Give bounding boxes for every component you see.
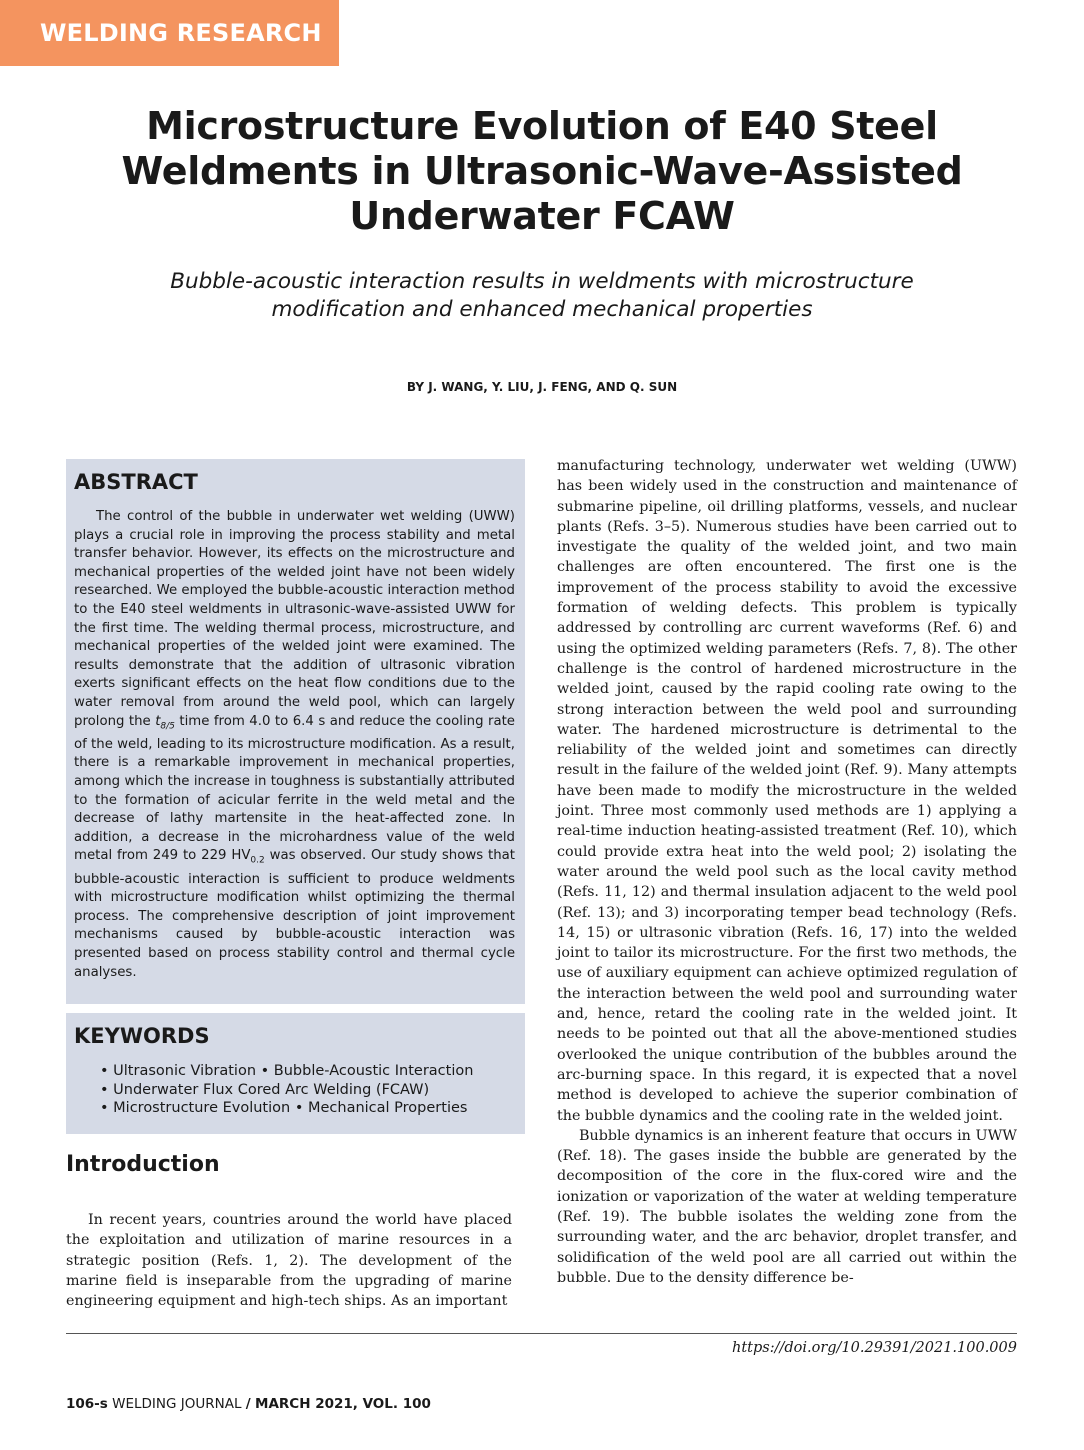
doi-link[interactable]: https://doi.org/10.29391/2021.100.009 — [731, 1340, 1017, 1356]
article-subtitle — [80, 268, 1004, 324]
author-byline: BY J. WANG, Y. LIU, J. FENG, AND Q. SUN — [406, 380, 678, 394]
t-subscript: 8/5 — [160, 721, 175, 732]
subtitle-line-1: Bubble-acoustic interaction results in weldments with microstructure — [170, 269, 914, 294]
keywords-list — [74, 1062, 515, 1118]
footer-divider — [66, 1333, 1017, 1334]
introduction-paragraph: In recent years, countries around the world have placed the exploitation and utilization of marine resources in a strategic position (Refs. 1, 2). The development of the marine field is inseparable from the upgrading of marine engineering equipment and high-tech ships. As an important — [66, 1212, 512, 1310]
folio-separator: / — [245, 1396, 251, 1412]
abstract-box — [66, 459, 525, 1004]
abstract-text-part-3: was observed. Our study shows that bubble-acoustic interaction is sufficient to produce weldments with microstructure modification whilst optimizing the thermal process. The comprehensive description of joint improvement mechanisms caused by bubble-acoustic interaction was presented based on process stability control and thermal cycle analyses. — [74, 848, 515, 980]
body-paragraph: manufacturing technology, underwater wet welding (UWW) has been widely used in the construction and maintenance of submarine pipeline, oil drilling platforms, vessels, and nuclear plants (Refs. 3–5). Numerous studies have been carried out to investigate the quality of the welded joint, and two main challenges are often encountered. The first one is the improvement of the process stability to avoid the excessive formation of welding defects. This problem is typically addressed by controlling arc current waveforms (Ref. 6) and using the optimized welding parameters (Refs. 7, 8). The other challenge is the control of hardened microstructure in the welded joint, caused by the rapid cooling rate owing to the strong interaction between the weld pool and surrounding water. The hardened microstructure is detrimental to the reliability of the welded joint and sometimes can directly result in the failure of the welded joint (Ref. 9). Many attempts have been made to modify the microstructure in the welded joint. Three most commonly used methods are 1) applying a real-time induction heating-assisted treatment (Ref. 10), which could provide extra heat into the weld pool; 2) isolating the water around the weld pool such as the local cavity method (Refs. 11, 12) and thermal insulation adjacent to the weld pool (Ref. 13); and 3) incorporating temper bead technology (Refs. 14, 15) or ultrasonic vibration (Refs. 16, 17) into the welded joint to tailor its microstructure. For the first two methods, the use of auxiliary equipment can achieve optimized regulation of the interaction between the weld pool and surrounding water and, hence, retard the cooling rate in the welded joint. It needs to be pointed out that all the above-mentioned studies overlooked the unique contribution of the bubbles around the arc-burning space. In this regard, it is expected that a novel method is developed to achieve the superior combination of the bubble dynamics and the cooling rate in the welded joint. — [557, 458, 1017, 1124]
keyword-line: • Microstructure Evolution • Mechanical Properties — [100, 1100, 468, 1117]
subtitle-line-2: modification and enhanced mechanical properties — [271, 297, 813, 322]
title-line-1: Microstructure Evolution of E40 Steel — [146, 104, 938, 148]
title-line-2: Weldments in Ultrasonic-Wave-Assisted — [121, 149, 963, 193]
article-title — [60, 104, 1024, 239]
page-number: 106-s — [66, 1396, 108, 1412]
t-symbol: t — [155, 713, 161, 729]
keyword-line: • Ultrasonic Vibration • Bubble-Acoustic Interaction — [100, 1063, 474, 1079]
keywords-box — [66, 1013, 525, 1134]
keyword-line: • Underwater Flux Cored Arc Welding (FCAW) — [100, 1081, 430, 1098]
issue-info: MARCH 2021, VOL. 100 — [255, 1396, 431, 1412]
hv-subscript: 0.2 — [250, 856, 265, 866]
body-paragraph: Bubble dynamics is an inherent feature that occurs in UWW (Ref. 18). The gases inside the bubble are generated by the decomposition of the core in the flux-cored wire and the ionization or vaporization of the water at welding temperature (Ref. 19). The bubble isolates the welding zone from the surrounding water, and the arc behavior, droplet transfer, and solidification of the weld pool are all carried out within the bubble. Due to the density difference be- — [557, 1127, 1017, 1286]
section-tag: WELDING RESEARCH — [0, 0, 339, 66]
title-line-3: Underwater FCAW — [349, 194, 735, 238]
introduction-heading: Introduction — [66, 1152, 220, 1177]
introduction-body — [66, 1210, 512, 1311]
abstract-text — [74, 508, 515, 982]
abstract-heading: ABSTRACT — [74, 470, 198, 494]
keywords-heading: KEYWORDS — [74, 1024, 210, 1048]
abstract-text-part-2: time from 4.0 to 6.4 s and reduce the cooling rate of the weld, leading to its microstructure modification. As a result, there is a remarkable improvement in mechanical properties, among which the increase in toughness is substantially attributed to the formation of acicular ferrite in the weld metal and the decrease of lathy martensite in the heat-affected zone. In addition, a decrease in the microhardness value of the weld metal from 249 to 229 HV — [74, 713, 515, 864]
abstract-text-part-1: The control of the bubble in underwater wet welding (UWW) plays a crucial role in improving the process stability and metal transfer behavior. However, its effects on the microstructure and mechanical properties of the welded joint have not been widely researched. We employed the bubble-acoustic interaction method to the E40 steel weldments in ultrasonic-wave-assisted UWW for the first time. The welding thermal process, microstructure, and mechanical properties of the welded joint were examined. The results demonstrate that the addition of ultrasonic vibration exerts significant effects on the heat flow conditions due to the water removal from around the weld pool, which can largely prolong the — [74, 509, 515, 729]
journal-name: WELDING JOURNAL — [112, 1396, 242, 1412]
page-folio — [66, 1396, 431, 1412]
right-column — [557, 456, 1017, 1288]
